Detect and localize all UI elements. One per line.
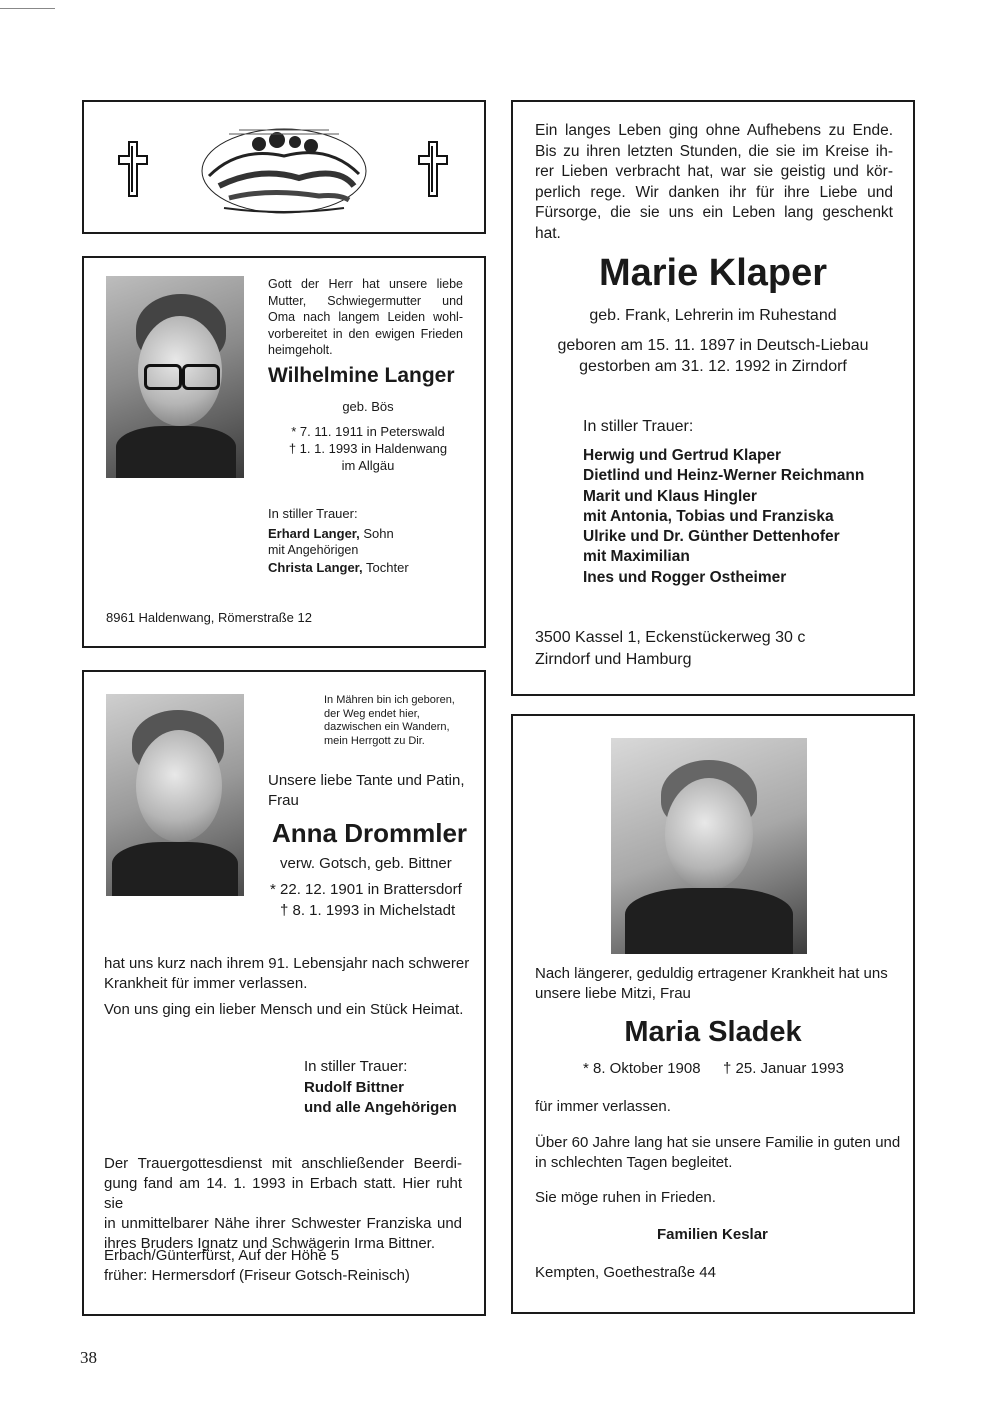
- body-text: für immer verlassen.: [535, 1098, 671, 1115]
- death-date: † 8. 1. 1993 in Michelstadt: [280, 902, 456, 919]
- intro-text: Unsere liebe Tante und Patin,: [268, 772, 465, 789]
- obituary-drommler: [82, 670, 486, 1316]
- birth-date: * 7. 11. 1911 in Peterswald: [291, 424, 445, 439]
- deceased-name: Wilhelmine Langer: [268, 364, 455, 387]
- mourners-list: Herwig und Gertrud Klaper Dietlind und Heinz-Werner Reichmann Marit und Klaus Hingler mit Antonia, Tobias und Franziska Ulrike und Dr. Günther Dettenhofer mit Maximilian Ines und Rogger Ostheimer: [583, 447, 865, 586]
- birth-date: * 8. Oktober 1908: [583, 1060, 701, 1077]
- landscape-woodcut-image: [199, 116, 369, 216]
- address: 3500 Kassel 1, Eckenstückerweg 30 c: [535, 629, 806, 646]
- body-text: Sie möge ruhen in Frieden.: [535, 1189, 716, 1206]
- death-date: † 25. Januar 1993: [723, 1060, 844, 1077]
- death-date: † 1. 1. 1993 in Haldenwang: [288, 441, 448, 456]
- address: Kempten, Goethestraße 44: [535, 1264, 716, 1281]
- top-rule: [0, 8, 55, 9]
- mourner: Erhard Langer, Sohn: [268, 526, 394, 541]
- deceased-name: Marie Klaper: [598, 252, 828, 294]
- maiden-name: geb. Frank, Lehrerin im Ruhestand: [589, 307, 837, 324]
- mourner-note: mit Angehörigen: [268, 543, 359, 557]
- obituary-langer: [82, 256, 486, 648]
- address: 8961 Haldenwang, Römerstraße 12: [106, 610, 312, 625]
- obituary-klaper: [511, 100, 915, 696]
- body-text: Von uns ging ein lieber Mensch und ein Stück Heimat.: [104, 1001, 464, 1018]
- obituary-sladek: [511, 714, 915, 1314]
- mourner: Christa Langer, Tochter: [268, 560, 409, 575]
- portrait-photo: [611, 738, 807, 954]
- body-text: Über 60 Jahre lang hat sie unsere Familie in guten und in schlechten Tagen begleitet.: [535, 1134, 901, 1171]
- address: Zirndorf und Hamburg: [535, 651, 692, 668]
- cross-icon: [118, 140, 148, 198]
- intro-text: Gott der Herr hat unsere liebe Mutter, Schwiegermutter und Oma nach langem Leiden wohl- vorbereitet in den ewigen Frieden heimgeholt.: [268, 277, 463, 357]
- mourning-label: In stiller Trauer:: [583, 418, 694, 435]
- birth-date: geboren am 15. 11. 1897 in Deutsch-Liebau: [557, 337, 869, 354]
- mourner: und alle Angehörigen: [304, 1099, 457, 1116]
- poem: In Mähren bin ich geboren, der Weg endet hier, dazwischen ein Wandern, mein Herrgott zu Dir.: [324, 694, 455, 747]
- deceased-name: Anna Drommler: [272, 818, 468, 848]
- address: Erbach/Günterfürst, Auf der Höhe 5 früher: Hermersdorf (Friseur Gotsch-Reinisch): [104, 1247, 410, 1284]
- intro-text: Nach längerer, geduldig ertragener Krankheit hat uns unsere liebe Mitzi, Frau: [535, 965, 888, 1002]
- portrait-photo: [106, 694, 244, 896]
- maiden-name: geb. Bös: [342, 399, 394, 414]
- mourning-label: In stiller Trauer:: [304, 1058, 408, 1075]
- portrait-photo: [106, 276, 244, 478]
- service-text: Der Trauergottesdienst mit anschließender Beerdi- gung fand am 14. 1. 1993 in Erbach statt. Hier ruht sie in unmittelbarer Nähe ihrer Schwester Franziska und ihres Bruders Ignatz und Schwägerin Irma Bittner.: [104, 1155, 462, 1252]
- body-text: hat uns kurz nach ihrem 91. Lebensjahr nach schwerer Krankheit für immer verlassen.: [104, 955, 470, 992]
- cross-icon: [418, 140, 448, 198]
- page-number: 38: [80, 1348, 97, 1367]
- cross-header-box: [82, 100, 486, 234]
- mourner: Familien Keslar: [657, 1226, 768, 1243]
- intro-text: Ein langes Leben ging ohne Aufhebens zu Ende. Bis zu ihren letzten Stunden, die sie im Kreise ih- rer Lieben verbracht hat, war sie geistig und kör- perlich rege. Wir danken ihr für ihre Liebe und Fürsorge, die sie uns ein Leben lang geschenkt hat.: [535, 122, 893, 242]
- mourner: Rudolf Bittner: [304, 1079, 404, 1096]
- death-place: im Allgäu: [341, 458, 395, 473]
- death-date: gestorben am 31. 12. 1992 in Zirndorf: [579, 358, 847, 375]
- intro-text: Frau: [268, 792, 299, 809]
- birth-date: * 22. 12. 1901 in Brattersdorf: [270, 881, 462, 898]
- deceased-name: Maria Sladek: [624, 1016, 802, 1048]
- mourning-label: In stiller Trauer:: [268, 506, 358, 521]
- maiden-name: verw. Gotsch, geb. Bittner: [280, 855, 452, 872]
